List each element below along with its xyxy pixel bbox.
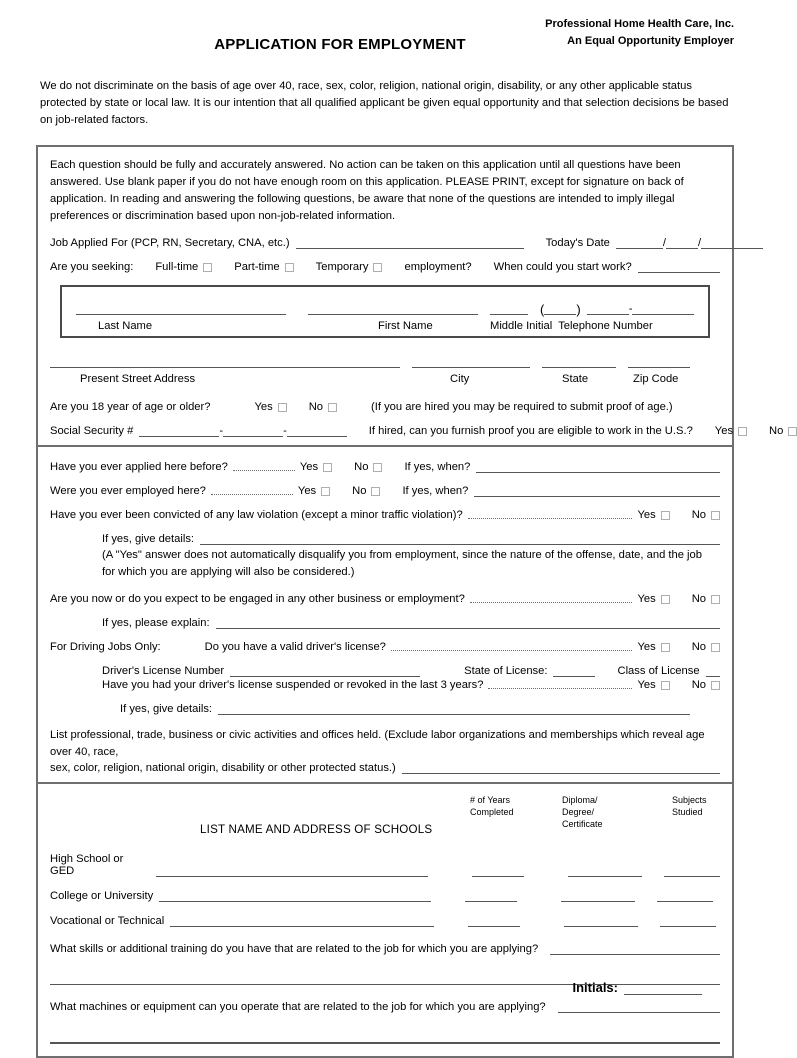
college-input[interactable] — [159, 890, 431, 902]
state-of-license-input[interactable] — [553, 665, 595, 677]
company-tagline: An Equal Opportunity Employer — [567, 35, 734, 48]
dot-leader — [211, 487, 293, 495]
skills-question-label: What skills or additional training do you have that are related to the job for which you are applying? — [50, 943, 539, 956]
eligibility-yes-label: Yes — [714, 425, 734, 438]
phone-paren-close: ) — [576, 302, 581, 318]
license-suspended-yes-label: Yes — [637, 679, 656, 692]
checkbox-age-yes[interactable] — [278, 403, 287, 412]
checkbox-applied-before-no[interactable] — [373, 463, 382, 472]
initials-input[interactable] — [624, 983, 702, 995]
ssn-part1-input[interactable] — [139, 425, 219, 437]
other-business-yes-label: Yes — [637, 593, 656, 606]
column-header-years-line1: # of Years — [470, 795, 511, 806]
machines-question-label: What machines or equipment can you operate that are related to the job for which you are applying? — [50, 1001, 546, 1014]
city-label: City — [450, 373, 470, 386]
other-business-no-label: No — [691, 593, 706, 606]
dot-leader — [468, 511, 633, 519]
convicted-disclaimer: (A "Yes" answer does not automatically disqualify you from employment, since the nature of the offense, date, and the job for which you are applying will also be considered.) — [102, 549, 702, 579]
column-header-years-line2: Completed — [470, 807, 514, 818]
work-eligibility-question: If hired, can you furnish proof you are eligible to work in the U.S.? — [368, 425, 693, 438]
zip-input[interactable] — [628, 356, 690, 368]
checkbox-convicted-yes[interactable] — [661, 511, 670, 520]
nondiscrimination-statement: We do not discriminate on the basis of age over 40, race, sex, color, religion, national origin, disability, or any other applicable status protected by state or local law. It is our intention that all qualified applicant be given equal opportunity and that selection decisions be based on job-related factors. — [40, 80, 729, 127]
option-full-time-label: Full-time — [155, 261, 199, 274]
checkbox-eligibility-yes[interactable] — [738, 427, 747, 436]
other-business-explain-input[interactable] — [216, 617, 720, 629]
license-suspended-no-label: No — [691, 679, 706, 692]
class-of-license-input[interactable] — [706, 665, 720, 677]
license-suspended-row — [50, 679, 720, 691]
checkbox-license-suspended-yes[interactable] — [661, 681, 670, 690]
dot-leader — [470, 595, 633, 603]
last-name-label: Last Name — [98, 320, 153, 333]
convicted-details-label: If yes, give details: — [102, 533, 195, 546]
section-applicant-info — [38, 147, 784, 445]
last-name-input[interactable] — [76, 303, 286, 315]
age-question-row — [50, 401, 720, 413]
vocational-subjects-input[interactable] — [660, 915, 716, 927]
date-year-input[interactable] — [701, 237, 763, 249]
column-header-years — [470, 794, 514, 818]
column-header-diploma-line2: Degree/ — [562, 807, 595, 818]
vocational-diploma-input[interactable] — [564, 915, 638, 927]
column-header-subjects-line2: Studied — [672, 807, 703, 818]
high-school-input[interactable] — [156, 865, 428, 877]
high-school-years-input[interactable] — [472, 865, 524, 877]
initials-label: Initials: — [572, 980, 618, 995]
application-form-page — [0, 16, 784, 1040]
convicted-details-input[interactable] — [200, 533, 720, 545]
college-diploma-input[interactable] — [561, 890, 635, 902]
vocational-input[interactable] — [170, 915, 434, 927]
driving-license-row — [50, 641, 720, 653]
checkbox-age-no[interactable] — [328, 403, 337, 412]
college-subjects-input[interactable] — [657, 890, 713, 902]
activities-line-1: List professional, trade, business or civic activities and offices held. (Exclude labor organizations and memberships which reveal age over 40, race, — [50, 729, 705, 759]
high-school-label: High School or GED — [50, 853, 124, 878]
phone-paren-open: ( — [540, 302, 545, 318]
state-label: State — [562, 373, 589, 386]
applied-before-row — [50, 461, 720, 473]
zip-code-label: Zip Code — [633, 373, 679, 386]
column-header-diploma-line1: Diploma/ — [562, 795, 598, 806]
vocational-years-input[interactable] — [468, 915, 520, 927]
license-number-label: Driver's License Number — [102, 665, 225, 678]
column-header-subjects-line1: Subjects — [672, 795, 707, 806]
convicted-no-label: No — [691, 509, 706, 522]
machines-question-row — [50, 1001, 720, 1013]
option-temporary-label: Temporary — [315, 261, 369, 274]
eligibility-no-label: No — [769, 425, 784, 438]
name-fields-row — [76, 302, 694, 318]
first-name-input[interactable] — [308, 303, 478, 315]
job-applied-label: Job Applied For (PCP, RN, Secretary, CNA, etc.) — [50, 237, 290, 250]
machines-input-line2[interactable] — [50, 1031, 720, 1044]
phone-line-input[interactable] — [632, 303, 694, 315]
applied-before-no-label: No — [354, 461, 369, 474]
employed-here-question: Were you ever employed here? — [50, 485, 206, 498]
telephone-label: Telephone Number — [558, 320, 653, 333]
valid-license-yes-label: Yes — [637, 641, 656, 654]
column-header-diploma — [562, 794, 603, 830]
initials-block — [572, 980, 702, 995]
license-suspended-question: Have you had your driver's license suspended or revoked in the last 3 years? — [102, 679, 484, 692]
machines-input[interactable] — [558, 1001, 720, 1013]
other-business-explain-row — [50, 617, 720, 629]
date-separator-1: / — [662, 237, 667, 250]
other-business-row — [50, 593, 720, 605]
college-years-input[interactable] — [465, 890, 517, 902]
date-month-input[interactable] — [616, 237, 663, 249]
option-part-time-label: Part-time — [234, 261, 280, 274]
applied-before-question: Have you ever applied here before? — [50, 461, 228, 474]
seeking-label: Are you seeking: — [50, 261, 134, 274]
convicted-row — [50, 509, 720, 521]
first-name-label: First Name — [378, 320, 433, 333]
job-applied-row — [50, 237, 720, 249]
activities-input[interactable] — [402, 762, 720, 774]
checkbox-eligibility-no[interactable] — [788, 427, 797, 436]
college-label: College or University — [50, 890, 154, 903]
other-business-explain-label: If yes, please explain: — [102, 617, 210, 630]
license-number-input[interactable] — [230, 665, 420, 677]
date-day-input[interactable] — [666, 237, 698, 249]
page-title: APPLICATION FOR EMPLOYMENT — [214, 36, 466, 53]
column-header-subjects — [672, 794, 707, 818]
age-proof-note: (If you are hired you may be required to submit proof of age.) — [371, 401, 673, 414]
activities-row — [50, 762, 720, 774]
license-suspended-details-row — [50, 703, 720, 715]
start-work-input[interactable] — [638, 261, 720, 273]
instructions-paragraph: Each question should be fully and accurately answered. No action can be taken on this application until all questions have been answered. Use blank paper if you do not have enough room on this application. PLEASE PRINT, except for signature on back of application. In reading and answering the following questions, be aware that none of the questions are intended to imply illegal preferences or discrimination based upon non-job-related information. — [50, 159, 684, 223]
high-school-diploma-input[interactable] — [568, 865, 642, 877]
checkbox-convicted-no[interactable] — [711, 511, 720, 520]
column-header-diploma-line3: Certificate — [562, 819, 603, 830]
checkbox-temporary[interactable] — [373, 263, 382, 272]
checkbox-applied-before-yes[interactable] — [323, 463, 332, 472]
street-address-label: Present Street Address — [80, 373, 196, 386]
driving-jobs-heading: For Driving Jobs Only: — [50, 641, 161, 654]
education-row-high-school — [50, 853, 720, 877]
street-address-input[interactable] — [50, 356, 400, 368]
education-row-college — [50, 890, 720, 902]
skills-question-row — [50, 943, 720, 955]
education-row-vocational — [50, 915, 720, 927]
employed-here-row — [50, 485, 720, 497]
section-employment-history-questions — [38, 445, 732, 782]
company-name: Professional Home Health Care, Inc. — [545, 18, 734, 30]
state-input[interactable] — [542, 356, 616, 368]
ssn-part2-input[interactable] — [223, 425, 283, 437]
employment-type-row — [50, 261, 720, 273]
license-suspended-details-label: If yes, give details: — [120, 703, 213, 716]
class-of-license-label: Class of License — [617, 665, 700, 678]
applied-before-when-input[interactable] — [476, 461, 720, 473]
applied-before-yes-label: Yes — [299, 461, 319, 474]
convicted-details-row — [50, 533, 720, 545]
checkbox-license-suspended-no[interactable] — [711, 681, 720, 690]
skills-input[interactable] — [550, 943, 720, 955]
employed-here-followup-label: If yes, when? — [402, 485, 469, 498]
dot-leader — [233, 463, 295, 471]
checkbox-other-business-yes[interactable] — [661, 595, 670, 604]
form-box — [36, 145, 784, 1058]
phone-prefix-input[interactable] — [587, 303, 629, 315]
middle-initial-input[interactable] — [490, 303, 528, 315]
todays-date-label: Today's Date — [545, 237, 610, 250]
ssn-dash-1: - — [219, 425, 224, 438]
checkbox-valid-license-no[interactable] — [711, 643, 720, 652]
applied-before-followup-label: If yes, when? — [404, 461, 471, 474]
education-section-title: LIST NAME AND ADDRESS OF SCHOOLS — [200, 823, 433, 837]
checkbox-valid-license-yes[interactable] — [661, 643, 670, 652]
address-fields-row — [50, 356, 720, 368]
employment-word: employment? — [404, 261, 472, 274]
valid-license-question: Do you have a valid driver's license? — [204, 641, 386, 654]
employed-here-yes-label: Yes — [297, 485, 317, 498]
education-header — [50, 792, 720, 840]
ssn-label: Social Security # — [50, 425, 134, 438]
ssn-part3-input[interactable] — [287, 425, 347, 437]
address-labels-row — [50, 373, 720, 385]
ssn-dash-2: - — [283, 425, 287, 438]
checkbox-employed-here-yes[interactable] — [321, 487, 330, 496]
activities-line-2: sex, color, religion, national origin, disability or other protected status.) — [50, 762, 396, 775]
page-header — [0, 16, 770, 68]
license-details-row — [50, 665, 720, 677]
checkbox-full-time[interactable] — [203, 263, 212, 272]
valid-license-no-label: No — [691, 641, 706, 654]
dot-leader — [391, 643, 633, 651]
age-yes-label: Yes — [254, 401, 273, 414]
employed-here-no-label: No — [352, 485, 367, 498]
vocational-label: Vocational or Technical — [50, 915, 165, 928]
checkbox-employed-here-no[interactable] — [371, 487, 380, 496]
name-labels-row — [76, 320, 694, 332]
dot-leader — [488, 681, 632, 689]
date-separator-2: / — [698, 237, 702, 250]
machines-continuation-row — [50, 1031, 720, 1044]
checkbox-part-time[interactable] — [285, 263, 294, 272]
name-box — [60, 285, 710, 338]
phone-area-code-input[interactable] — [544, 303, 576, 315]
license-suspended-details-input[interactable] — [218, 703, 690, 715]
convicted-question: Have you ever been convicted of any law violation (except a minor traffic violation)? — [50, 509, 463, 522]
state-of-license-label: State of License: — [464, 665, 548, 678]
phone-dash: - — [628, 303, 633, 316]
middle-initial-label: Middle Initial — [490, 320, 553, 333]
employed-here-when-input[interactable] — [474, 485, 720, 497]
high-school-subjects-input[interactable] — [664, 865, 720, 877]
ssn-row — [50, 425, 784, 438]
city-input[interactable] — [412, 356, 530, 368]
convicted-yes-label: Yes — [637, 509, 656, 522]
other-business-question: Are you now or do you expect to be engaged in any other business or employment? — [50, 593, 465, 606]
job-applied-input[interactable] — [296, 237, 524, 249]
start-work-label: When could you start work? — [493, 261, 632, 274]
checkbox-other-business-no[interactable] — [711, 595, 720, 604]
age-no-label: No — [308, 401, 324, 414]
age-question-label: Are you 18 year of age or older? — [50, 401, 211, 414]
section-education — [38, 782, 732, 1056]
